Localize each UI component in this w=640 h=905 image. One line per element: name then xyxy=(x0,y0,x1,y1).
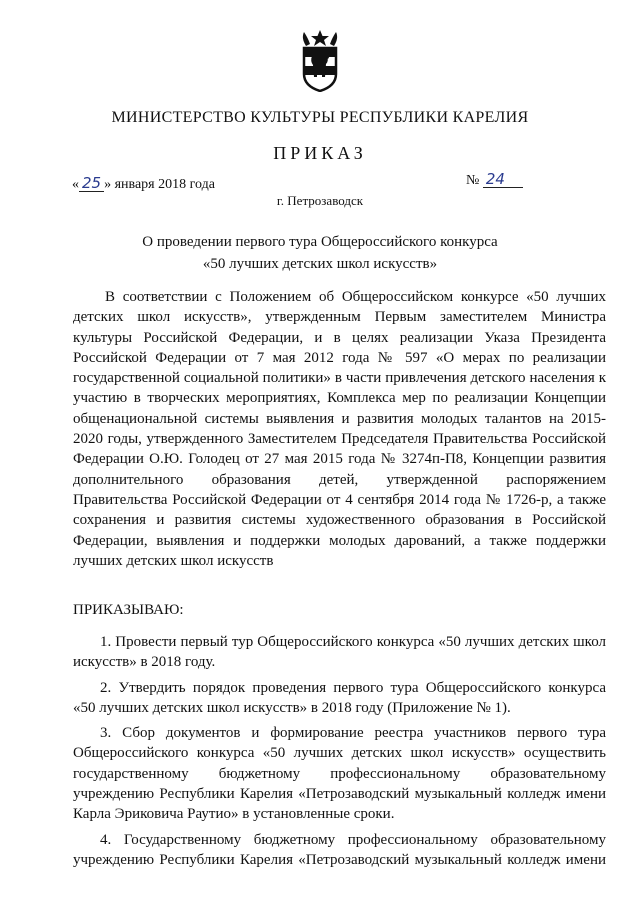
item-line: Общероссийского конкурса «50 лучших детских школ искусств» осуществить xyxy=(73,745,606,762)
preamble-line: общенациональной системы выявления и развития молодых талантов на 2015- xyxy=(73,410,606,427)
order-item-3 xyxy=(73,723,606,824)
order-number xyxy=(466,172,523,189)
preamble-line: Российской Федерации, выявления и поддержки молодых дарований, а также xyxy=(73,512,606,549)
number-value-handwritten: 24 xyxy=(483,172,523,188)
preamble-line: Российской Федерации О.Ю. Голодец от 27 мая 2015 года № 3274п-П8, xyxy=(73,431,606,468)
preamble-line: детских школ искусств», утвержденным Первым заместителем Министра xyxy=(73,309,606,326)
order-item-4 xyxy=(73,830,606,871)
order-items-list xyxy=(73,632,606,875)
number-label: № xyxy=(466,173,480,188)
order-directive-word: ПРИКАЗЫВАЮ: xyxy=(73,602,184,618)
item-line: школ искусств» в 2018 году. xyxy=(73,634,606,671)
preamble-paragraph xyxy=(73,287,606,571)
preamble-line: культуры Российской Федерации, и в целях реализации Указа Президента xyxy=(73,329,606,346)
preamble-line: распоряжением Правительства Российской Федерации от 4 сентября 2014 года № xyxy=(73,471,607,508)
city-name: г. Петрозаводск xyxy=(276,193,364,208)
preamble-line: 2020 годы, утвержденного Заместителем Председателя Правительства xyxy=(73,431,528,448)
subject-line: «50 лучших детских школ искусств» xyxy=(202,256,438,272)
item-line: 2. Утвердить порядок проведения первого тура Общероссийского конкурса xyxy=(100,679,606,696)
item-line: государственному бюджетному профессиональному образовательному xyxy=(73,765,606,782)
date-open-quote: « xyxy=(72,177,79,192)
order-date xyxy=(72,176,215,193)
date-month-year: января 2018 года xyxy=(114,177,215,192)
item-line: «50 лучших детских школ искусств» в 2018 году (Приложение № 1). xyxy=(73,699,511,716)
preamble-line: государственной социальной политики» в части привлечения детского населения xyxy=(73,370,595,387)
date-close-quote: » xyxy=(104,177,112,192)
order-item-2 xyxy=(73,678,606,719)
order-subject xyxy=(0,231,640,275)
ministry-header: МИНИСТЕРСТВО КУЛЬТУРЫ РЕСПУБЛИКИ КАРЕЛИЯ xyxy=(111,109,529,126)
preamble-line: Концепции развития дополнительного образования детей, утвержденной xyxy=(73,451,606,488)
preamble-line: 1726-р, а также сохранения и развития системы художественного образования в xyxy=(73,491,606,529)
item-line: Карла Эриковича Раутио» в установленные сроки. xyxy=(73,806,395,823)
item-line: 4. Государственному бюджетному профессиональному образовательному xyxy=(100,831,606,848)
preamble-line: к участию в творческих мероприятиях, Комплекса мер по реализации Концепции xyxy=(73,370,607,407)
item-line: учреждению Республики Карелия «Петрозаводский музыкальный колледж имени xyxy=(73,851,606,868)
item-line: 1. Провести первый тур Общероссийского конкурса «50 лучших детских xyxy=(100,634,570,650)
date-day-handwritten: 25 xyxy=(79,176,104,192)
preamble-line: поддержки лучших детских школ искусств xyxy=(73,532,607,569)
preamble-line: Российской Федерации от 7 мая 2012 года № 597 «О мерах по реализации xyxy=(73,349,606,366)
subject-line: О проведении первого тура Общероссийского конкурса xyxy=(142,234,498,250)
order-item-1 xyxy=(73,632,606,673)
document-type-title: ПРИКАЗ xyxy=(273,143,367,163)
preamble-line: В соответствии с Положением об Общероссийском конкурсе «50 лучших xyxy=(105,289,606,305)
coat-of-arms-emblem xyxy=(296,30,344,92)
item-line: учреждению Республики Карелия «Петрозаводский музыкальный колледж имени xyxy=(73,786,606,803)
item-line: 3. Сбор документов и формирование реестра участников первого тура xyxy=(100,725,606,742)
